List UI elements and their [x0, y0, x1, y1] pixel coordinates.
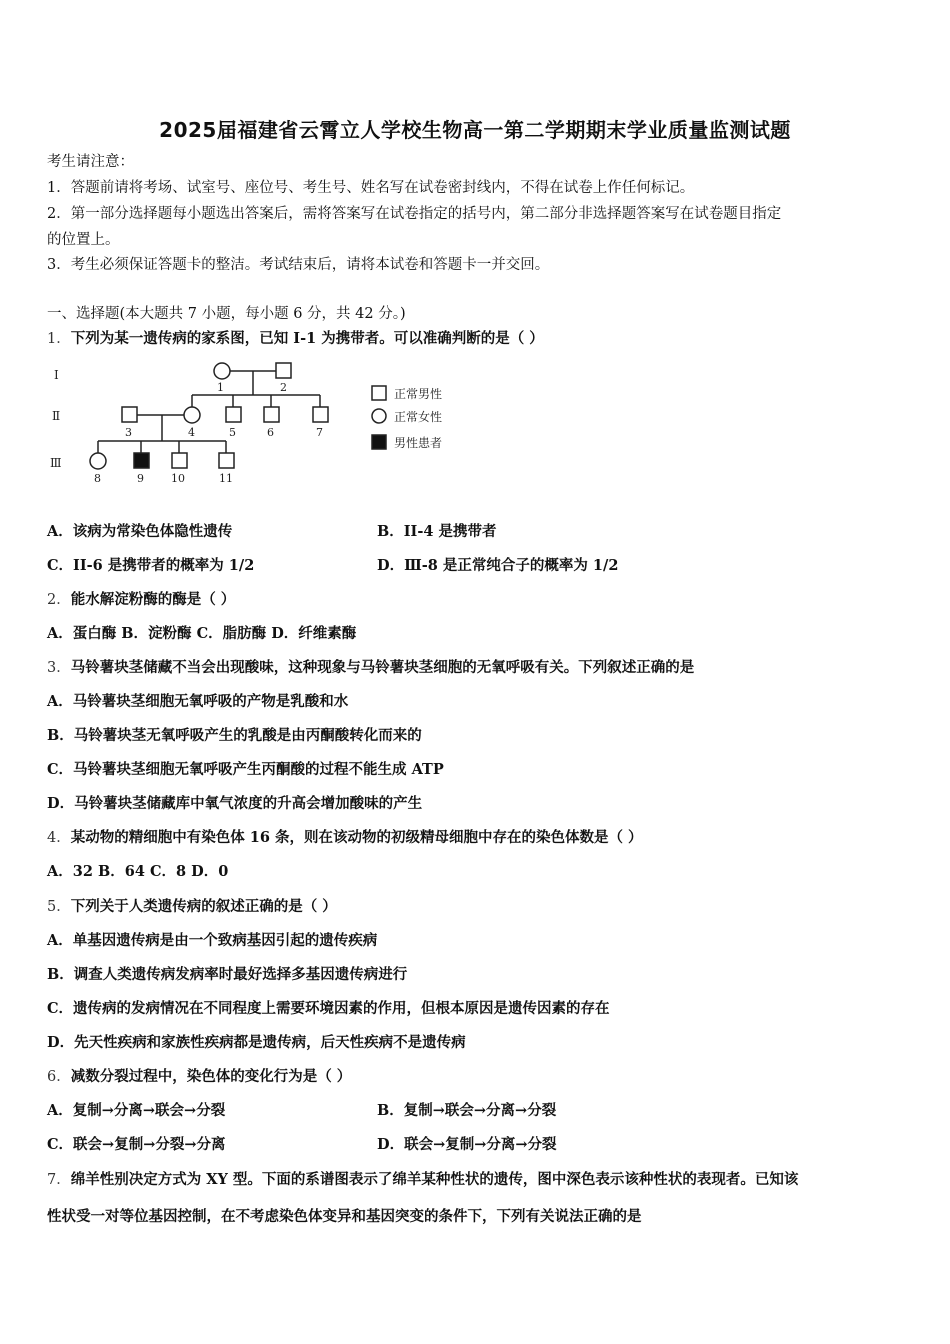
question-number: 5．: [47, 899, 71, 915]
option: C．联会→复制→分裂→分离: [47, 1136, 226, 1153]
option: A．单基因遗传病是由一个致病基因引起的遗传疾病: [47, 932, 378, 949]
legend-label: 男性患者: [394, 436, 443, 450]
pedigree-label: 2: [280, 381, 287, 394]
option: C．马铃薯块茎细胞无氧呼吸产生丙酮酸的过程不能生成 ATP: [47, 761, 444, 778]
pedigree-figure: [44, 355, 464, 490]
question-stem: 减数分裂过程中，染色体的变化行为是（ ）: [70, 1068, 352, 1085]
option: D．先天性疾病和家族性疾病都是遗传病，后天性疾病不是遗传病: [47, 1034, 466, 1051]
pedigree-label: 7: [316, 426, 323, 439]
question-stem: 能水解淀粉酶的酶是（ ）: [70, 591, 236, 608]
question-number: 2．: [47, 592, 71, 608]
question-1: [47, 327, 544, 348]
question-4: [47, 826, 643, 847]
pedigree-label: 6: [267, 426, 274, 439]
option: A．该病为常染色体隐性遗传: [47, 523, 233, 540]
pedigree-label: 11: [219, 472, 233, 485]
option: B．马铃薯块茎无氧呼吸产生的乳酸是由丙酮酸转化而来的: [47, 727, 422, 744]
generation-label: Ⅲ: [50, 456, 62, 470]
option: A．32 B．64 C．8 D．0: [47, 863, 229, 880]
option: D．马铃薯块茎储藏库中氧气浓度的升高会增加酸味的产生: [47, 795, 423, 812]
pedigree-label: 3: [125, 426, 132, 439]
generation-label: Ⅰ: [54, 368, 59, 382]
pedigree-label: 4: [188, 426, 195, 439]
question-stem: 下列为某一遗传病的家系图，已知 I-1 为携带者。可以准确判断的是（ ）: [70, 330, 544, 347]
pedigree-label: 9: [137, 472, 144, 485]
legend-label: 正常男性: [394, 387, 443, 401]
question-2: [47, 588, 235, 609]
question-stem: 马铃薯块茎储藏不当会出现酸味，这种现象与马铃薯块茎细胞的无氧呼吸有关。下列叙述正确的是: [70, 659, 695, 676]
option: A．复制→分离→联会→分裂: [47, 1102, 226, 1119]
question-number: 6．: [47, 1069, 71, 1085]
question-6: [47, 1065, 351, 1086]
notice-heading: 考生请注意：: [47, 154, 134, 170]
pedigree-label: 1: [217, 381, 224, 394]
question-stem: 绵羊性别决定方式为 XY 型。下面的系谱图表示了绵羊某种性状的遗传，图中深色表示该种性状的表现者。已知该: [70, 1171, 799, 1188]
pedigree-label: 5: [229, 426, 236, 439]
option: B．II-4 是携带者: [377, 523, 497, 540]
question-7: [47, 1168, 798, 1189]
question-stem: 下列关于人类遗传病的叙述正确的是（ ）: [70, 898, 337, 915]
question-number: 7．: [47, 1172, 71, 1188]
page-title: 2025届福建省云霄立人学校生物高一第二学期期末学业质量监测试题: [159, 118, 791, 142]
pedigree-label: 8: [94, 472, 101, 485]
option: B．复制→联会→分离→分裂: [377, 1102, 557, 1119]
question-3: [47, 656, 694, 677]
legend-label: 正常女性: [394, 410, 443, 424]
notice-item: 的位置上。: [47, 232, 120, 248]
question-stem: 某动物的精细胞中有染色体 16 条，则在该动物的初级精母细胞中存在的染色体数是（ ）: [70, 829, 643, 846]
question-number: 4．: [47, 830, 71, 846]
notice-item: 3．考生必须保证答题卡的整洁。考试结束后，请将本试卷和答题卡一并交回。: [47, 257, 550, 273]
question-5: [47, 895, 337, 916]
option: A．马铃薯块茎细胞无氧呼吸的产物是乳酸和水: [47, 693, 349, 710]
option: B．调查人类遗传病发病率时最好选择多基因遗传病进行: [47, 966, 408, 983]
question-stem-continued: 性状受一对等位基因控制，在不考虑染色体变异和基因突变的条件下，下列有关说法正确的是: [47, 1208, 642, 1225]
option: D．Ⅲ-8 是正常纯合子的概率为 1/2: [377, 557, 619, 574]
pedigree-label: 10: [171, 472, 185, 485]
generation-label: Ⅱ: [52, 409, 61, 423]
option: C．II-6 是携带者的概率为 1/2: [47, 557, 255, 574]
notice-item: 1．答题前请将考场、试室号、座位号、考生号、姓名写在试卷密封线内，不得在试卷上作任何标记。: [47, 180, 695, 196]
question-number: 1．: [47, 331, 71, 347]
notice-item: 2．第一部分选择题每小题选出答案后，需将答案写在试卷指定的括号内，第二部分非选择题答案写在试卷题目指定: [47, 206, 782, 222]
option: C．遗传病的发病情况在不同程度上需要环境因素的作用，但根本原因是遗传因素的存在: [47, 1000, 610, 1017]
option: A．蛋白酶 B．淀粉酶 C．脂肪酶 D．纤维素酶: [47, 625, 357, 642]
option: D．联会→复制→分离→分裂: [377, 1136, 557, 1153]
question-number: 3．: [47, 660, 71, 676]
section-heading: 一、选择题(本大题共 7 小题，每小题 6 分，共 42 分。): [47, 306, 406, 322]
